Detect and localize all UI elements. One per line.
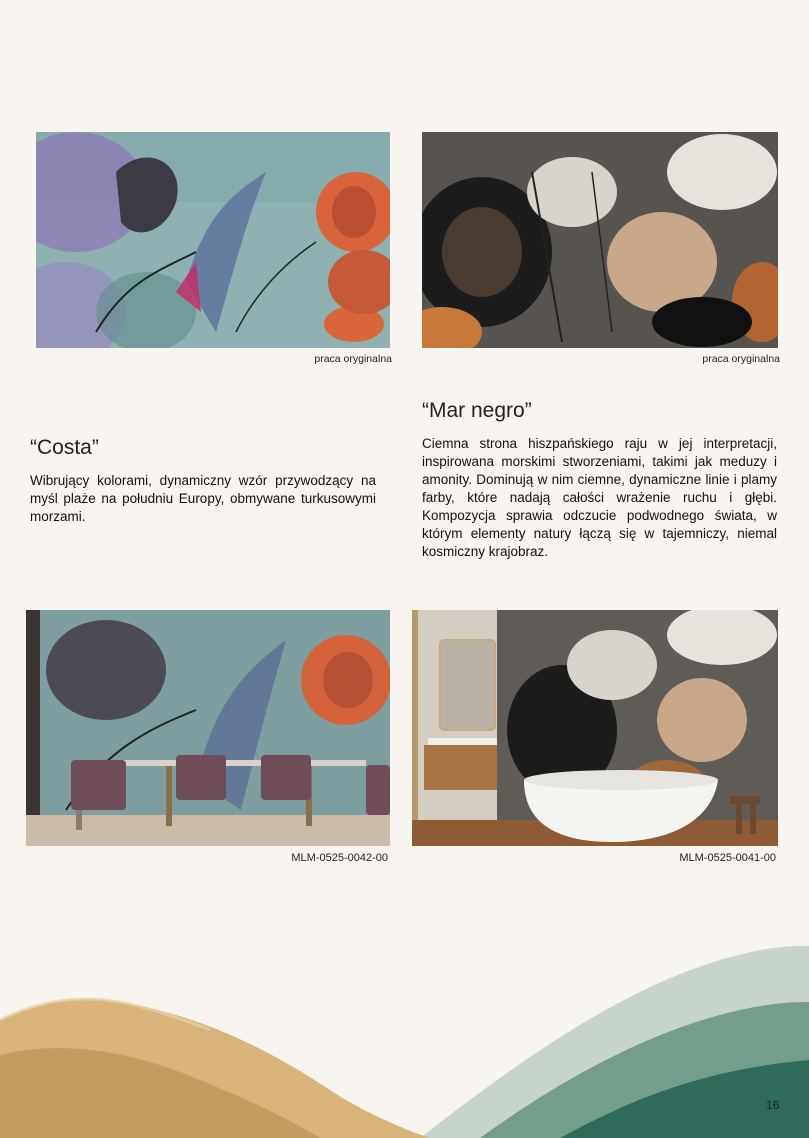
costa-original-caption: praca oryginalna <box>314 353 392 365</box>
mar-negro-original-caption: praca oryginalna <box>702 353 780 365</box>
mar-negro-product-code: MLM-0525-0041-00 <box>679 852 776 864</box>
mar-negro-bathroom-photo <box>412 610 778 846</box>
costa-interior-photo <box>26 610 390 846</box>
mar-negro-description: Ciemna strona hiszpańskiego raju w jej interpretacji, inspirowana morskimi stworzeniami, takimi jak meduzy i amonity. Dominują w nim ciemne, dynamiczne linie i plamy farby, które nadają całości wrażenie ruchu i głębi. Kompozycja sprawia odczucie podwodnego świata, w którym elementy natury łączą się w tajemniczy, niemal kosmiczny krajobraz. <box>422 436 777 559</box>
costa-original-artwork <box>36 132 390 348</box>
costa-description: Wibrujący kolorami, dynamiczny wzór przywodzący na myśl plaże na południu Europy, obmywane turkusowymi morzami. <box>30 473 376 524</box>
mar-negro-title: “Mar negro” <box>422 399 532 422</box>
decorative-landscape <box>0 890 809 1138</box>
costa-title: “Costa” <box>30 436 99 459</box>
page-number: 16 <box>766 1098 780 1112</box>
mar-negro-original-artwork <box>422 132 778 348</box>
costa-product-code: MLM-0525-0042-00 <box>291 852 388 864</box>
